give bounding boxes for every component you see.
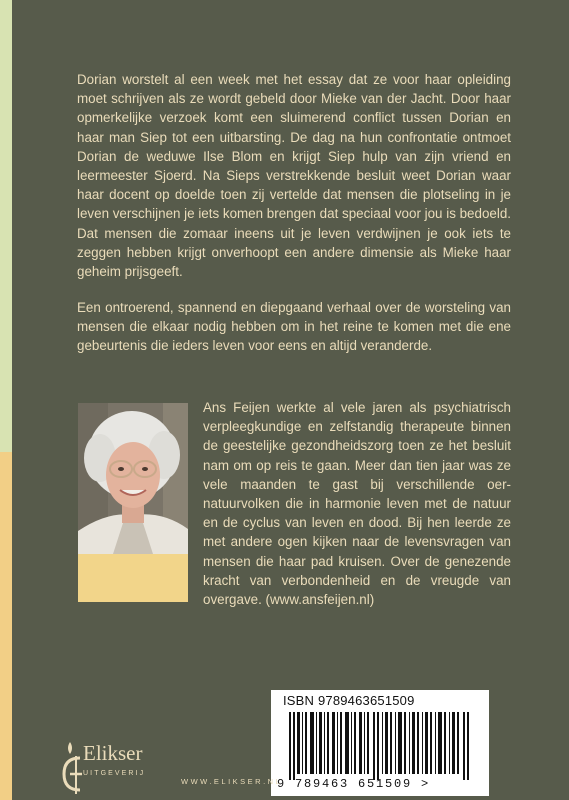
publisher-website: WWW.ELIKSER.NL	[181, 777, 283, 786]
blurb-paragraph-1: Dorian worstelt al een week met het essay dat ze voor haar opleiding moet schrijven als ze wordt gebeld door Mieke van der Jacht. Door haar opmerkelijke verzoek komt een sluimerend conflict tussen Dorian en haar man Siep tot een uitbarsting. De dag na hun confrontatie ontmoet Dorian de weduwe Ilse Blom en krijgt Siep hulp van zijn vriend en leermeester Sjoerd. Na Sieps verstrekkende besluit weet Dorian waar haar docent op doelde toen zij vertelde dat mensen die plotseling in je leven verschijnen je iets komen brengen dat speciaal voor jou is bedoeld. Dat mensen die zomaar ineens uit je leven verdwijnen je ook iets te zeggen hebben krijgt onverhoopt een andere dimensie als Mieke haar geheim prijsgeeft.	[77, 72, 511, 280]
author-bio: Ans Feijen werkte al vele jaren als psychiatrisch verpleegkundige en zelfstandig therapeute binnen de geestelijke gezondheidszorg toen ze het besluit nam om op reis te gaan. Meer dan tien jaar was ze vele maanden te gast bij verschillende oer-natuurvolken die in harmonie leven met de natuur en de cyclus van leven en dood. Bij hen leerde ze met andere ogen kijken naar de levensvragen van mensen die haar pad kruisen. Over de genezende kracht van verbondenheid en de vreugde van overgave. (www.ansfeijen.nl)	[203, 400, 511, 608]
spine-strip-top	[0, 0, 12, 452]
photo-color-block	[78, 554, 188, 602]
author-photo	[78, 403, 188, 554]
publisher-subtitle: UITGEVERIJ	[83, 770, 146, 777]
barcode-number: 9 789463 651509 >	[277, 777, 431, 791]
publisher-name: Elikser	[83, 741, 143, 765]
barcode	[283, 712, 479, 780]
blurb-paragraph-2: Een ontroerend, spannend en diepgaand verhaal over de worsteling van mensen die elkaar nodig hebben om in het reine te komen met die ene gebeurtenis die ieders leven voor eens en altijd veranderde.	[77, 300, 511, 354]
spine-strip-bottom	[0, 452, 12, 800]
barcode-panel	[271, 690, 489, 796]
isbn-label: ISBN 9789463651509	[283, 693, 415, 708]
